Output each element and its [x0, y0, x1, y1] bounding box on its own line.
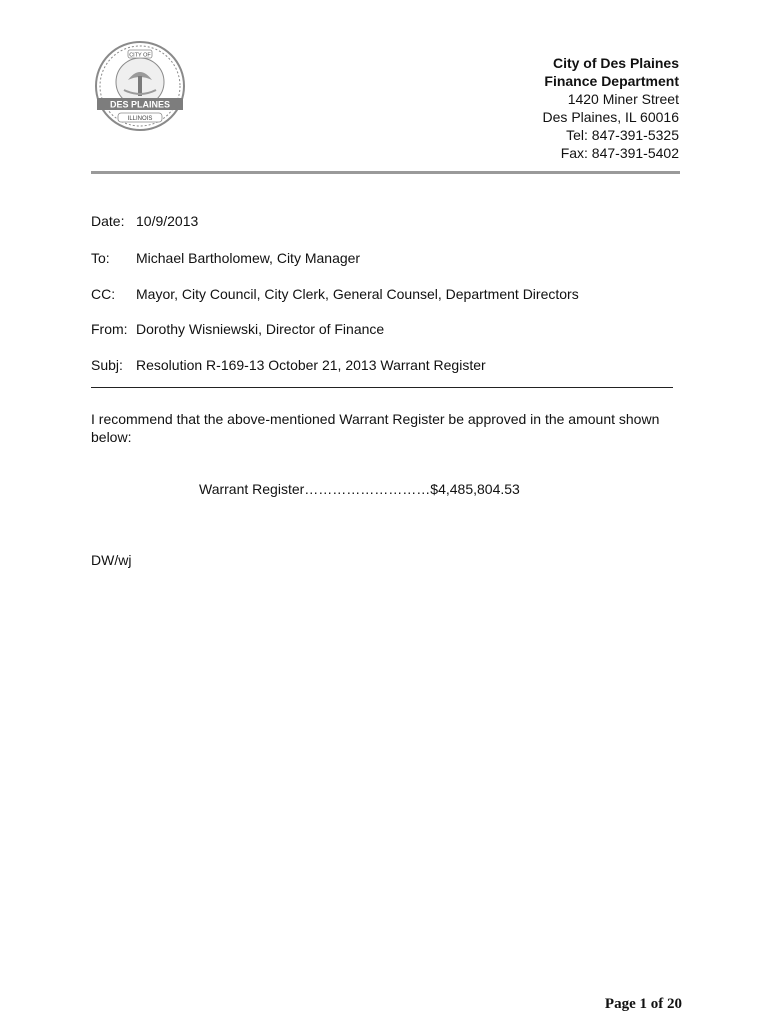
date-label: Date:	[91, 213, 125, 229]
svg-text:DES PLAINES: DES PLAINES	[109, 99, 171, 110]
memo-to-row	[91, 249, 361, 267]
cc-label: CC:	[91, 286, 116, 302]
city-seal-logo	[94, 40, 186, 132]
svg-text:CITY OF: CITY OF	[129, 52, 151, 59]
subject-value: Resolution R-169-13 October 21, 2013 Warrant Register	[136, 357, 486, 373]
from-value: Dorothy Wisniewski, Director of Finance	[136, 321, 385, 337]
date-value: 10/9/2013	[136, 213, 199, 229]
author-initials: DW/wj	[91, 552, 132, 568]
recommendation-paragraph: I recommend that the above-mentioned Warrant Register be approved in the amount shown below:	[91, 411, 660, 445]
cc-value: Mayor, City Council, City Clerk, General Counsel, Department Directors	[136, 286, 579, 302]
fax: Fax: 847-391-5402	[560, 145, 679, 161]
memo-cc-row	[91, 285, 579, 303]
warrant-register-leader: ………………………	[304, 481, 431, 497]
org-name: City of Des Plaines	[552, 55, 679, 71]
warrant-register-label: Warrant Register	[199, 481, 305, 497]
subject-divider	[91, 387, 673, 388]
svg-text:ILLINOIS: ILLINOIS	[127, 116, 153, 122]
department-name: Finance Department	[544, 73, 679, 89]
to-value: Michael Bartholomew, City Manager	[136, 250, 361, 266]
warrant-register-amount: $4,485,804.53	[430, 481, 520, 497]
from-label: From:	[91, 321, 128, 337]
warrant-register-line	[199, 480, 520, 498]
subject-label: Subj:	[91, 357, 123, 373]
city-state-zip: Des Plaines, IL 60016	[542, 109, 679, 125]
to-label: To:	[91, 250, 110, 266]
memo-from-row	[91, 320, 385, 338]
letterhead	[543, 54, 679, 162]
memo-date-row	[91, 212, 199, 230]
header-divider	[91, 171, 680, 174]
telephone: Tel: 847-391-5325	[566, 127, 679, 143]
page-number: Page 1 of 20	[604, 996, 682, 1012]
memo-subject-row	[91, 356, 486, 374]
street-address: 1420 Miner Street	[567, 91, 679, 107]
